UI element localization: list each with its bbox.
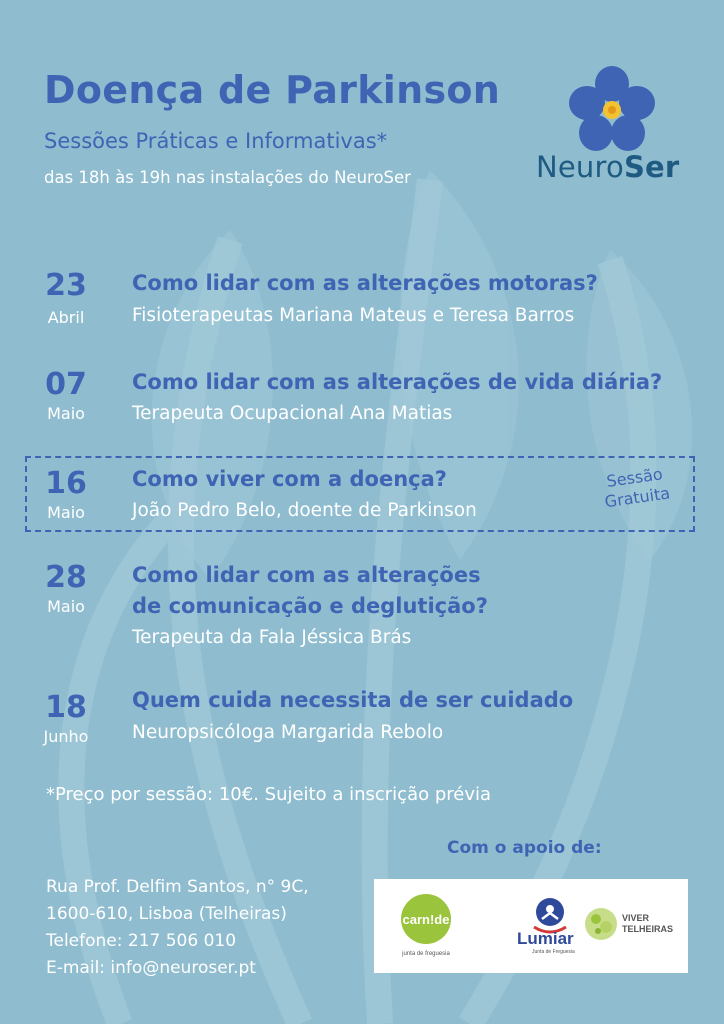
logo-word-neuro: Neuro xyxy=(536,150,624,184)
sponsor-logos xyxy=(374,879,688,973)
session-4-title-line-1: Como lidar com as alterações xyxy=(132,563,481,587)
session-2-title: Como lidar com as alterações de vida diária? xyxy=(132,370,663,394)
sponsor-logos-panel xyxy=(374,879,688,973)
neuroser-logo-text xyxy=(536,150,679,184)
carnide-subtitle: junta de freguesia xyxy=(402,951,450,957)
session-2-speaker: Terapeuta Ocupacional Ana Matias xyxy=(132,403,453,424)
session-2-month: Maio xyxy=(47,404,85,423)
session-1-month: Abril xyxy=(47,308,85,327)
viver-telheiras-logo xyxy=(585,908,673,940)
free-session-badge-line-1: Sessão xyxy=(605,464,664,491)
session-3-speaker: João Pedro Belo, doente de Parkinson xyxy=(132,500,477,521)
session-4-title-line-2: de comunicação e deglutição? xyxy=(132,594,488,618)
session-1-day: 23 xyxy=(45,268,87,303)
phone-number: Telefone: 217 506 010 xyxy=(46,931,237,951)
address-line-1: Rua Prof. Delfim Santos, n° 9C, xyxy=(46,877,309,897)
lumiar-logo xyxy=(517,898,575,955)
viver-text: VIVER xyxy=(622,913,650,923)
price-note: *Preço por sessão: 10€. Sujeito a inscrição prévia xyxy=(46,784,492,805)
session-5-month: Junho xyxy=(43,727,89,746)
session-2-day: 07 xyxy=(45,367,87,402)
session-1-title: Como lidar com as alterações motoras? xyxy=(132,271,598,295)
email-address: E-mail: info@neuroser.pt xyxy=(46,958,256,978)
session-3-month: Maio xyxy=(47,503,85,522)
telheiras-text: TELHEIRAS xyxy=(622,924,674,934)
carnide-logo xyxy=(401,894,451,957)
session-5-day: 18 xyxy=(45,690,87,725)
session-1-speaker: Fisioterapeutas Mariana Mateus e Teresa Barros xyxy=(132,305,575,326)
page-subtitle: Sessões Práticas e Informativas* xyxy=(44,129,388,153)
session-4-month: Maio xyxy=(47,597,85,616)
lumiar-logo-text: Lumiar xyxy=(517,929,574,948)
session-3-title: Como viver com a doença? xyxy=(132,467,447,491)
schedule-info: das 18h às 19h nas instalações do NeuroSer xyxy=(44,168,411,187)
session-5-title: Quem cuida necessita de ser cuidado xyxy=(132,688,574,712)
session-3-day: 16 xyxy=(45,466,87,501)
logo-word-ser: Ser xyxy=(623,150,680,184)
session-5-speaker: Neuropsicóloga Margarida Rebolo xyxy=(132,722,444,743)
page-title: Doença de Parkinson xyxy=(44,68,501,112)
forget-me-not-flower-icon xyxy=(566,64,658,156)
support-label: Com o apoio de: xyxy=(447,838,602,858)
address-line-2: 1600-610, Lisboa (Telheiras) xyxy=(46,904,287,924)
session-4-speaker: Terapeuta da Fala Jéssica Brás xyxy=(132,627,412,648)
session-4-day: 28 xyxy=(45,560,87,595)
carnide-logo-text: carn!de xyxy=(402,912,450,927)
lumiar-subtitle: Junta de Freguesia xyxy=(532,949,575,955)
free-session-badge-line-2: Gratuita xyxy=(603,483,672,512)
contact-info xyxy=(46,874,309,982)
